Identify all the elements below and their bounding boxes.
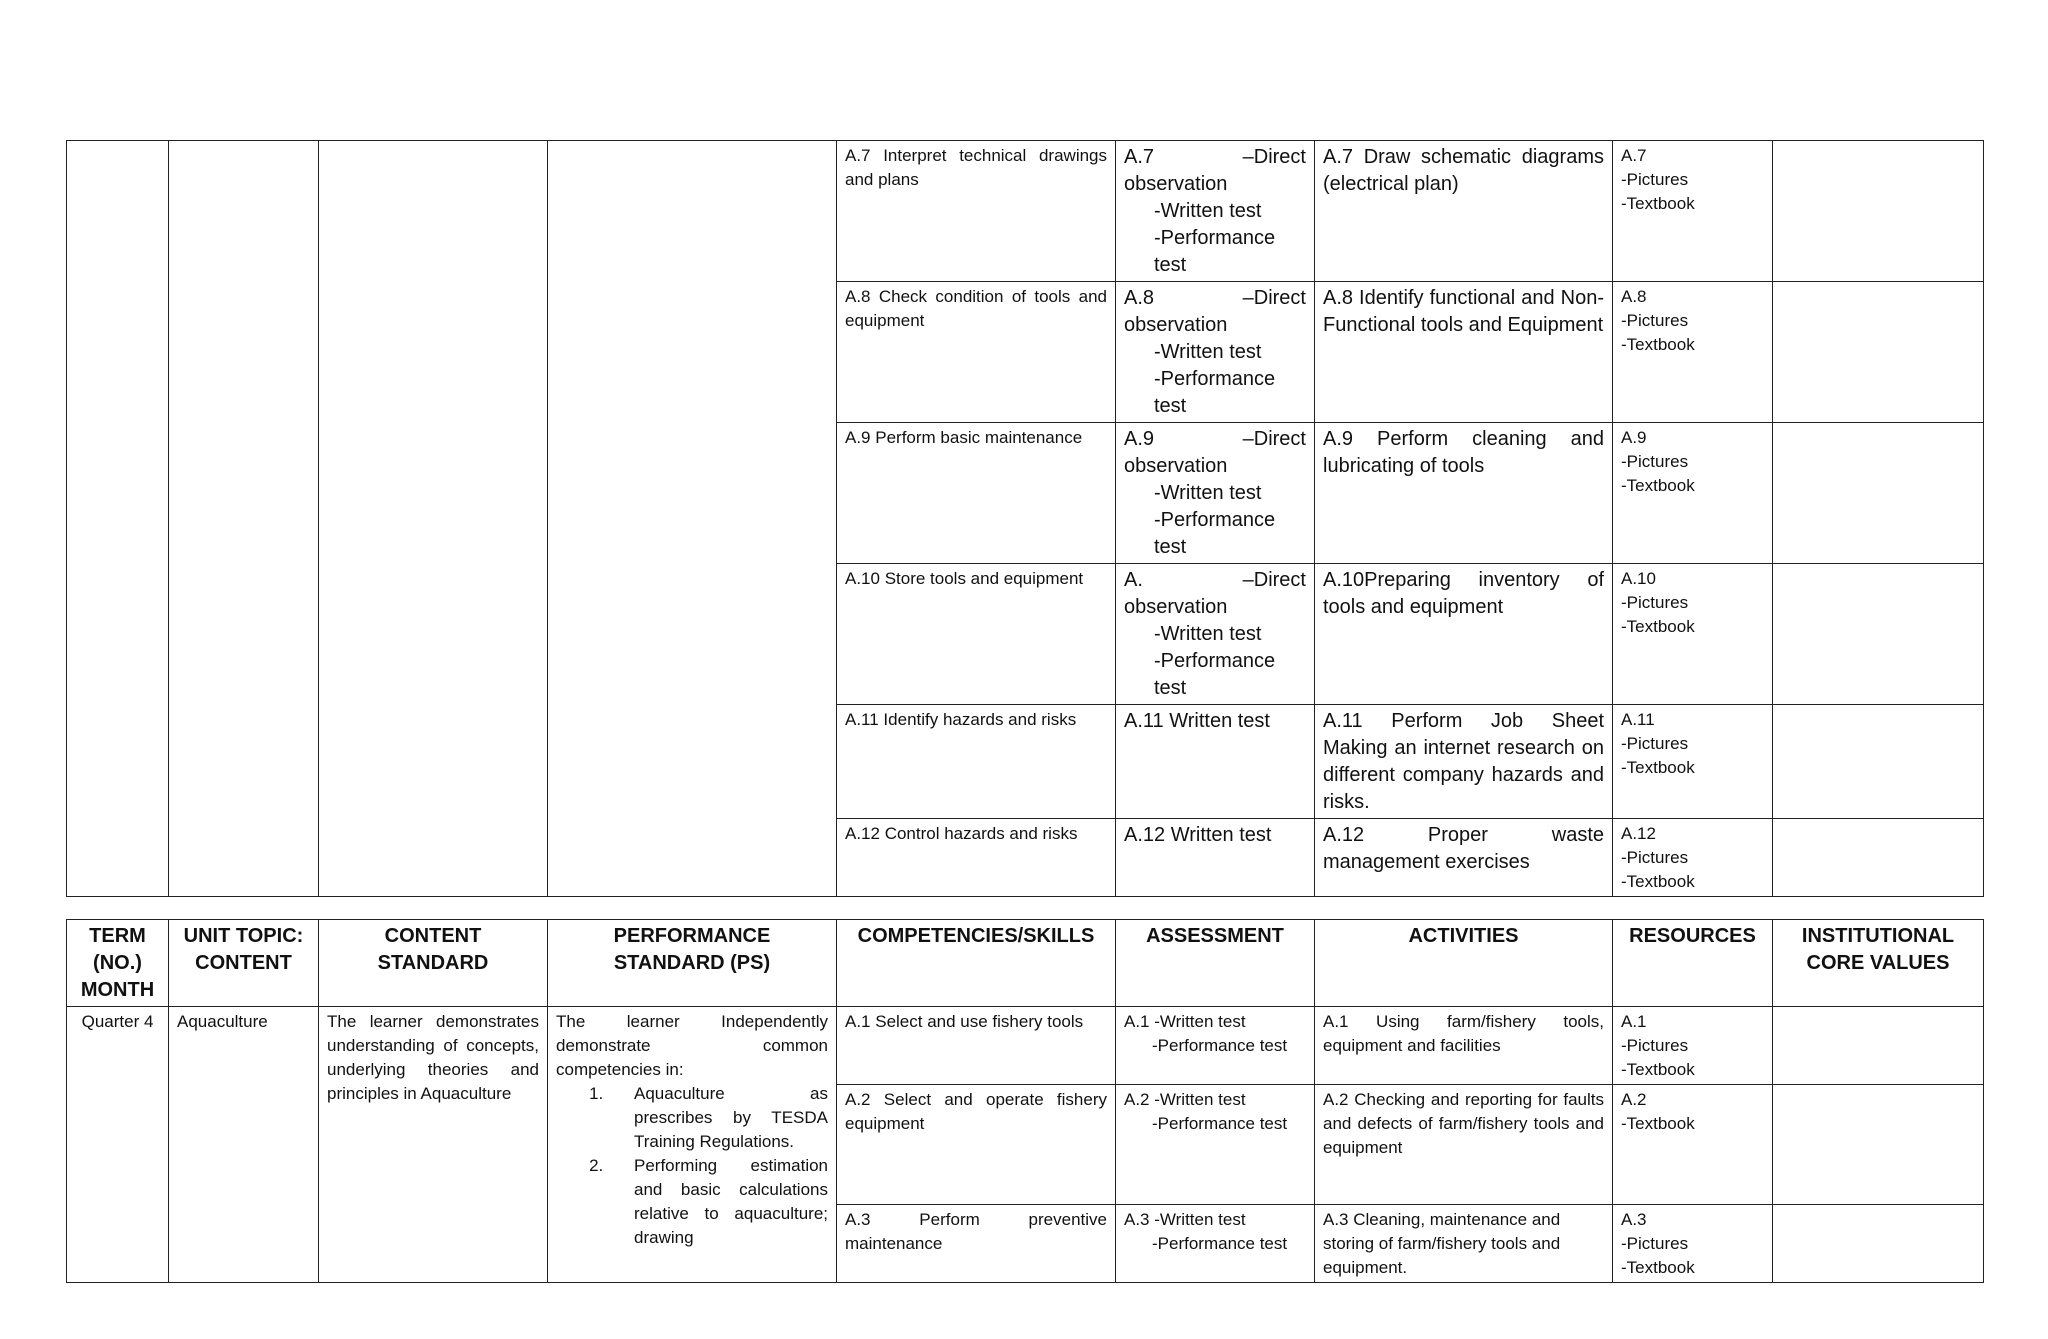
core-values-cell bbox=[1773, 564, 1984, 705]
competency-cell: A.10 Store tools and equipment bbox=[837, 564, 1116, 705]
activity-cell: A.7 Draw schematic diagrams (electrical plan) bbox=[1315, 141, 1613, 282]
curriculum-table-continued bbox=[66, 140, 1984, 897]
competency-cell: A.7 Interpret technical drawings and plans bbox=[837, 141, 1116, 282]
content-standard-cell: The learner demonstrates understanding of concepts, underlying theories and principles in Aquaculture bbox=[319, 1007, 548, 1283]
resources-cell: A.7 -Pictures -Textbook bbox=[1613, 141, 1773, 282]
term-cell: Quarter 4 bbox=[67, 1007, 169, 1283]
competency-cell: A.1 Select and use fishery tools bbox=[837, 1007, 1116, 1085]
activity-cell: A.11 Perform Job Sheet Making an internet research on different company hazards and risks. bbox=[1315, 705, 1613, 819]
activity-cell: A.12 Proper waste management exercises bbox=[1315, 819, 1613, 897]
competency-cell: A.2 Select and operate fishery equipment bbox=[837, 1085, 1116, 1205]
activity-cell: A.3 Cleaning, maintenance and storing of farm/fishery tools and equipment. bbox=[1315, 1205, 1613, 1283]
assessment-cell: A.12 Written test bbox=[1116, 819, 1315, 897]
activity-cell: A.9 Perform cleaning and lubricating of tools bbox=[1315, 423, 1613, 564]
core-values-cell bbox=[1773, 1007, 1984, 1085]
resources-cell: A.9 -Pictures -Textbook bbox=[1613, 423, 1773, 564]
unit-cell-empty bbox=[169, 141, 319, 897]
term-cell-empty bbox=[67, 141, 169, 897]
assessment-cell: A.8 –Direct observation -Written test -Performance test bbox=[1116, 282, 1315, 423]
core-values-cell bbox=[1773, 705, 1984, 819]
activity-cell: A.1 Using farm/fishery tools, equipment and facilities bbox=[1315, 1007, 1613, 1085]
resources-cell: A.12 -Pictures -Textbook bbox=[1613, 819, 1773, 897]
performance-standard-cell bbox=[548, 1007, 837, 1283]
performance-standard-item: 2. Performing estimation and basic calculations relative to aquaculture; drawing bbox=[608, 1154, 828, 1250]
unit-topic-cell: Aquaculture bbox=[169, 1007, 319, 1283]
performance-standard-cell-empty bbox=[548, 141, 837, 897]
competency-cell: A.8 Check condition of tools and equipment bbox=[837, 282, 1116, 423]
performance-standard-intro: The learner Independently demonstrate common competencies in: bbox=[556, 1012, 828, 1079]
header-unit-topic: UNIT TOPIC: CONTENT bbox=[169, 920, 319, 1007]
activity-cell: A.10Preparing inventory of tools and equipment bbox=[1315, 564, 1613, 705]
header-resources: RESOURCES bbox=[1613, 920, 1773, 1007]
curriculum-table bbox=[66, 919, 1984, 1283]
core-values-cell bbox=[1773, 282, 1984, 423]
performance-standard-list bbox=[556, 1082, 828, 1250]
resources-cell: A.1 -Pictures -Textbook bbox=[1613, 1007, 1773, 1085]
assessment-cell: A.9 –Direct observation -Written test -Performance test bbox=[1116, 423, 1315, 564]
content-standard-cell-empty bbox=[319, 141, 548, 897]
assessment-cell: A.11 Written test bbox=[1116, 705, 1315, 819]
core-values-cell bbox=[1773, 141, 1984, 282]
activity-cell: A.2 Checking and reporting for faults and defects of farm/fishery tools and equipment bbox=[1315, 1085, 1613, 1205]
core-values-cell bbox=[1773, 819, 1984, 897]
assessment-cell: A. –Direct observation -Written test -Performance test bbox=[1116, 564, 1315, 705]
header-content-standard: CONTENT STANDARD bbox=[319, 920, 548, 1007]
core-values-cell bbox=[1773, 1085, 1984, 1205]
assessment-cell: A.3 -Written test -Performance test bbox=[1116, 1205, 1315, 1283]
header-term: TERM (NO.) MONTH bbox=[67, 920, 169, 1007]
resources-cell: A.8 -Pictures -Textbook bbox=[1613, 282, 1773, 423]
activity-cell: A.8 Identify functional and Non-Functional tools and Equipment bbox=[1315, 282, 1613, 423]
resources-cell: A.11 -Pictures -Textbook bbox=[1613, 705, 1773, 819]
resources-cell: A.3 -Pictures -Textbook bbox=[1613, 1205, 1773, 1283]
resources-cell: A.2 -Textbook bbox=[1613, 1085, 1773, 1205]
core-values-cell bbox=[1773, 1205, 1984, 1283]
header-performance-standard: PERFORMANCE STANDARD (PS) bbox=[548, 920, 837, 1007]
header-core-values: INSTITUTIONAL CORE VALUES bbox=[1773, 920, 1984, 1007]
competency-cell: A.12 Control hazards and risks bbox=[837, 819, 1116, 897]
competency-cell: A.11 Identify hazards and risks bbox=[837, 705, 1116, 819]
competency-cell: A.9 Perform basic maintenance bbox=[837, 423, 1116, 564]
header-competencies: COMPETENCIES/SKILLS bbox=[837, 920, 1116, 1007]
assessment-cell: A.2 -Written test -Performance test bbox=[1116, 1085, 1315, 1205]
competency-cell: A.3 Perform preventive maintenance bbox=[837, 1205, 1116, 1283]
performance-standard-item: 1. Aquaculture as prescribes by TESDA Training Regulations. bbox=[608, 1082, 828, 1154]
header-assessment: ASSESSMENT bbox=[1116, 920, 1315, 1007]
core-values-cell bbox=[1773, 423, 1984, 564]
assessment-cell: A.7 –Direct observation -Written test -Performance test bbox=[1116, 141, 1315, 282]
assessment-cell: A.1 -Written test -Performance test bbox=[1116, 1007, 1315, 1085]
header-activities: ACTIVITIES bbox=[1315, 920, 1613, 1007]
resources-cell: A.10 -Pictures -Textbook bbox=[1613, 564, 1773, 705]
